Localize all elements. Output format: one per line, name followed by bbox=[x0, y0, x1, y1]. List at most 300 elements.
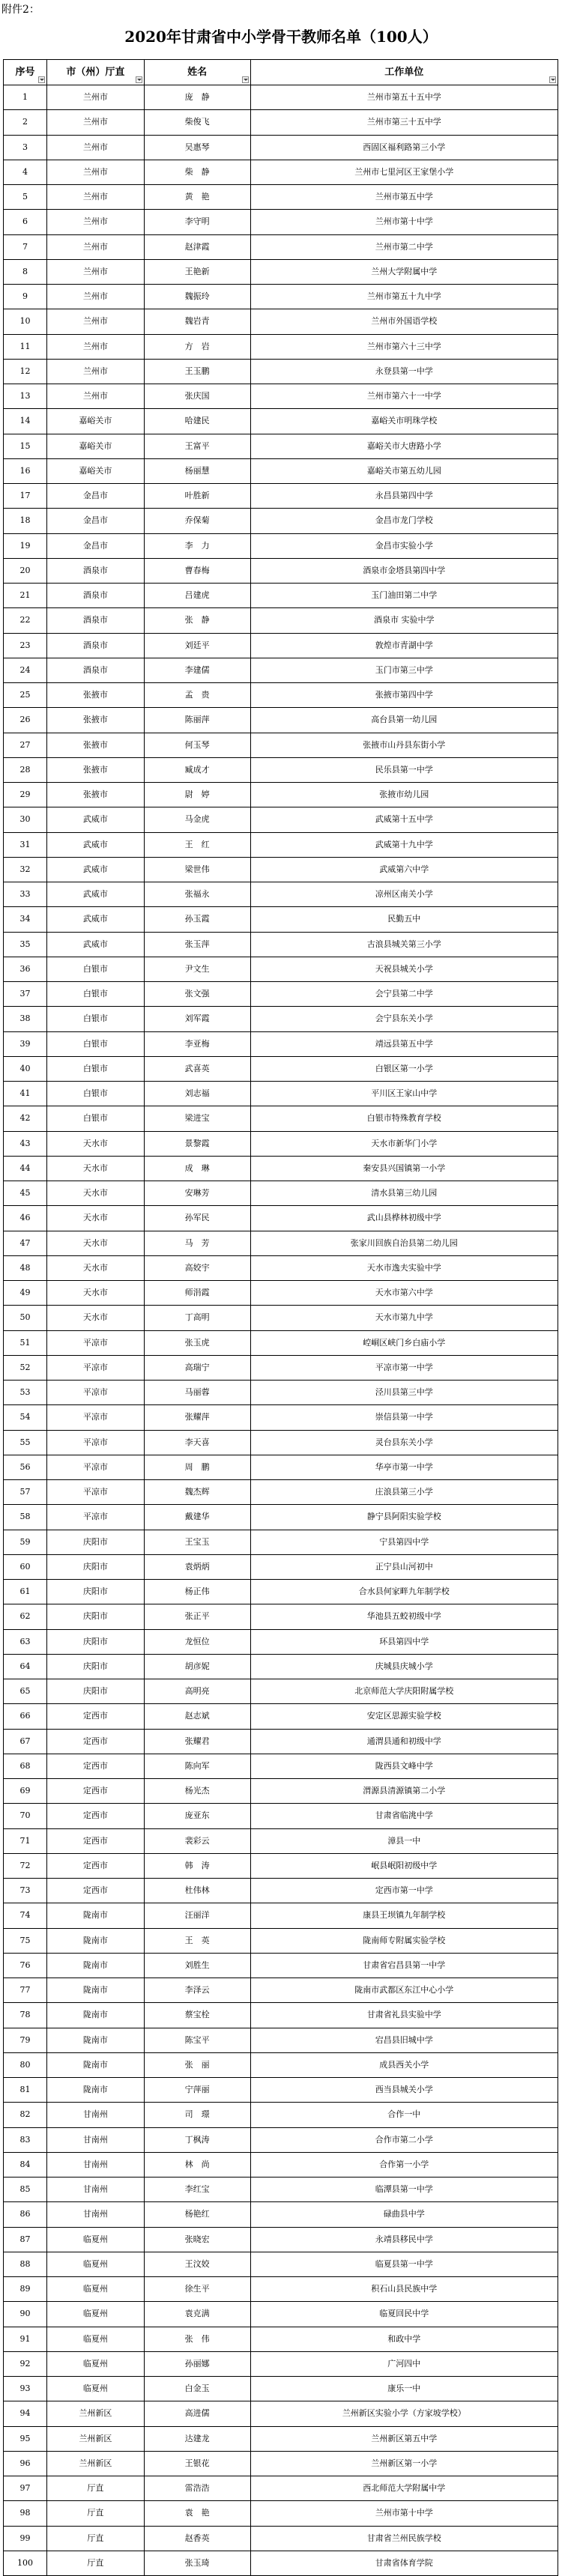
cell-index: 67 bbox=[4, 1730, 47, 1754]
cell-workplace: 华亭市第一中学 bbox=[251, 1455, 558, 1480]
cell-index: 90 bbox=[4, 2302, 47, 2327]
cell-city: 兰州市 bbox=[47, 235, 145, 260]
header-name-label: 姓名 bbox=[187, 66, 208, 78]
cell-index: 28 bbox=[4, 758, 47, 783]
table-row bbox=[4, 1206, 558, 1231]
cell-index: 86 bbox=[4, 2202, 47, 2227]
cell-workplace: 武威第十五中学 bbox=[251, 807, 558, 832]
cell-workplace: 渭源县清源镇第二小学 bbox=[251, 1779, 558, 1804]
table-row bbox=[4, 136, 558, 160]
cell-city: 武威市 bbox=[47, 858, 145, 882]
cell-city: 定西市 bbox=[47, 1754, 145, 1779]
table-row bbox=[4, 1007, 558, 1031]
cell-name: 哈建民 bbox=[145, 409, 251, 434]
header-city-label: 市（州）厅直 bbox=[66, 66, 125, 78]
cell-name: 杨艳红 bbox=[145, 2202, 251, 2227]
cell-city: 嘉峪关市 bbox=[47, 409, 145, 434]
cell-city: 武威市 bbox=[47, 933, 145, 957]
cell-name: 张玉萍 bbox=[145, 933, 251, 957]
cell-city: 陇南市 bbox=[47, 1929, 145, 1954]
cell-name: 叶胜新 bbox=[145, 484, 251, 509]
cell-city: 定西市 bbox=[47, 1704, 145, 1729]
cell-workplace: 北京师范大学庆阳附属学校 bbox=[251, 1679, 558, 1704]
cell-name: 张文强 bbox=[145, 982, 251, 1007]
cell-workplace: 临夏县第一中学 bbox=[251, 2252, 558, 2277]
cell-index: 99 bbox=[4, 2527, 47, 2551]
table-row bbox=[4, 1331, 558, 1356]
cell-city: 甘南州 bbox=[47, 2153, 145, 2178]
cell-index: 9 bbox=[4, 285, 47, 309]
cell-name: 黄 艳 bbox=[145, 185, 251, 210]
cell-city: 白银市 bbox=[47, 1082, 145, 1106]
cell-city: 陇南市 bbox=[47, 1978, 145, 2003]
cell-name: 成 琳 bbox=[145, 1157, 251, 1181]
cell-workplace: 西当县城关小学 bbox=[251, 2078, 558, 2103]
cell-workplace: 灵台县东关小学 bbox=[251, 1431, 558, 1455]
cell-workplace: 正宁县山河初中 bbox=[251, 1555, 558, 1580]
cell-index: 13 bbox=[4, 384, 47, 409]
cell-index: 84 bbox=[4, 2153, 47, 2178]
cell-city: 甘南州 bbox=[47, 2103, 145, 2127]
cell-city: 庆阳市 bbox=[47, 1679, 145, 1704]
cell-city: 定西市 bbox=[47, 1854, 145, 1879]
cell-city: 厅直 bbox=[47, 2527, 145, 2551]
cell-index: 97 bbox=[4, 2476, 47, 2501]
cell-name: 高进儒 bbox=[145, 2401, 251, 2426]
cell-workplace: 华池县五蛟初级中学 bbox=[251, 1604, 558, 1629]
table-row bbox=[4, 1231, 558, 1256]
cell-index: 17 bbox=[4, 484, 47, 509]
filter-dropdown-icon[interactable] bbox=[242, 76, 249, 83]
cell-city: 天水市 bbox=[47, 1157, 145, 1181]
cell-city: 张掖市 bbox=[47, 783, 145, 807]
cell-name: 刘志福 bbox=[145, 1082, 251, 1106]
table-row bbox=[4, 360, 558, 384]
filter-dropdown-icon[interactable] bbox=[136, 76, 142, 83]
cell-city: 平凉市 bbox=[47, 1505, 145, 1530]
cell-name: 尉 婷 bbox=[145, 783, 251, 807]
table-row bbox=[4, 2551, 558, 2576]
cell-workplace: 兰州新区第五中学 bbox=[251, 2427, 558, 2452]
cell-name: 魏振玲 bbox=[145, 285, 251, 309]
cell-city: 武威市 bbox=[47, 907, 145, 932]
cell-name: 徐生平 bbox=[145, 2277, 251, 2302]
cell-city: 临夏州 bbox=[47, 2377, 145, 2401]
cell-workplace: 宕昌县旧城中学 bbox=[251, 2028, 558, 2053]
cell-name: 韩 涛 bbox=[145, 1854, 251, 1879]
cell-index: 36 bbox=[4, 957, 47, 982]
table-row bbox=[4, 1505, 558, 1530]
cell-index: 49 bbox=[4, 1281, 47, 1306]
cell-workplace: 兰州市第五十九中学 bbox=[251, 285, 558, 309]
cell-name: 刘胜生 bbox=[145, 1954, 251, 1978]
cell-city: 兰州市 bbox=[47, 136, 145, 160]
cell-index: 98 bbox=[4, 2501, 47, 2526]
cell-city: 平凉市 bbox=[47, 1381, 145, 1405]
cell-city: 兰州新区 bbox=[47, 2427, 145, 2452]
header-workplace[interactable] bbox=[251, 60, 558, 85]
table-row bbox=[4, 1929, 558, 1954]
cell-name: 张 丽 bbox=[145, 2053, 251, 2078]
cell-city: 庆阳市 bbox=[47, 1580, 145, 1604]
header-index[interactable] bbox=[4, 60, 47, 85]
cell-index: 8 bbox=[4, 260, 47, 285]
cell-city: 白银市 bbox=[47, 1106, 145, 1131]
cell-index: 6 bbox=[4, 210, 47, 234]
cell-name: 方 岩 bbox=[145, 335, 251, 360]
cell-city: 兰州市 bbox=[47, 185, 145, 210]
cell-city: 金昌市 bbox=[47, 484, 145, 509]
table-row bbox=[4, 2028, 558, 2053]
cell-name: 庞亚东 bbox=[145, 1804, 251, 1828]
table-row bbox=[4, 2202, 558, 2227]
table-row bbox=[4, 1754, 558, 1779]
table-row bbox=[4, 2128, 558, 2153]
cell-city: 兰州新区 bbox=[47, 2401, 145, 2426]
cell-index: 66 bbox=[4, 1704, 47, 1729]
table-row bbox=[4, 1256, 558, 1281]
cell-index: 42 bbox=[4, 1106, 47, 1131]
cell-name: 魏杰辉 bbox=[145, 1480, 251, 1505]
cell-workplace: 兰州市第三十五中学 bbox=[251, 110, 558, 135]
cell-name: 马丽蓉 bbox=[145, 1381, 251, 1405]
cell-index: 56 bbox=[4, 1455, 47, 1480]
cell-name: 王汶姣 bbox=[145, 2252, 251, 2277]
cell-workplace: 张掖市第四中学 bbox=[251, 683, 558, 708]
table-row bbox=[4, 2527, 558, 2551]
table-row bbox=[4, 210, 558, 234]
cell-city: 平凉市 bbox=[47, 1356, 145, 1381]
cell-name: 丁枫涛 bbox=[145, 2128, 251, 2153]
cell-name: 袁 艳 bbox=[145, 2501, 251, 2526]
cell-name: 尹文生 bbox=[145, 957, 251, 982]
cell-index: 60 bbox=[4, 1555, 47, 1580]
cell-city: 兰州市 bbox=[47, 110, 145, 135]
cell-city: 兰州市 bbox=[47, 360, 145, 384]
table-row bbox=[4, 634, 558, 658]
cell-workplace: 永靖县移民中学 bbox=[251, 2228, 558, 2252]
cell-city: 兰州市 bbox=[47, 210, 145, 234]
cell-workplace: 张家川回族自治县第二幼儿园 bbox=[251, 1231, 558, 1256]
cell-name: 李红宝 bbox=[145, 2178, 251, 2202]
cell-index: 70 bbox=[4, 1804, 47, 1828]
cell-name: 何玉琴 bbox=[145, 733, 251, 758]
table-row bbox=[4, 1032, 558, 1057]
cell-city: 兰州市 bbox=[47, 384, 145, 409]
cell-name: 高瑞宁 bbox=[145, 1356, 251, 1381]
cell-city: 陇南市 bbox=[47, 1903, 145, 1928]
cell-city: 厅直 bbox=[47, 2501, 145, 2526]
cell-workplace: 平川区王家山中学 bbox=[251, 1082, 558, 1106]
cell-index: 95 bbox=[4, 2427, 47, 2452]
document-title: 2020年甘肃省中小学骨干教师名单（100人） bbox=[124, 28, 438, 46]
table-row bbox=[4, 459, 558, 484]
header-index-label: 序号 bbox=[15, 66, 35, 78]
cell-index: 3 bbox=[4, 136, 47, 160]
cell-workplace: 甘肃省兰州民族学校 bbox=[251, 2527, 558, 2551]
cell-index: 87 bbox=[4, 2228, 47, 2252]
table-row bbox=[4, 2153, 558, 2178]
cell-index: 74 bbox=[4, 1903, 47, 1928]
cell-workplace: 古浪县城关第三小学 bbox=[251, 933, 558, 957]
cell-city: 临夏州 bbox=[47, 2327, 145, 2352]
cell-workplace: 白银市特殊教育学校 bbox=[251, 1106, 558, 1131]
cell-name: 李建儒 bbox=[145, 658, 251, 683]
cell-name: 柴俊飞 bbox=[145, 110, 251, 135]
cell-city: 厅直 bbox=[47, 2476, 145, 2501]
table-row bbox=[4, 683, 558, 708]
cell-name: 孙丽娜 bbox=[145, 2352, 251, 2377]
cell-name: 武喜英 bbox=[145, 1057, 251, 1082]
cell-workplace: 康县王坝镇九年制学校 bbox=[251, 1903, 558, 1928]
cell-name: 司 璟 bbox=[145, 2103, 251, 2127]
cell-workplace: 高台县第一幼儿园 bbox=[251, 708, 558, 733]
cell-index: 88 bbox=[4, 2252, 47, 2277]
cell-workplace: 兰州大学附属中学 bbox=[251, 260, 558, 285]
cell-index: 33 bbox=[4, 882, 47, 907]
cell-index: 93 bbox=[4, 2377, 47, 2401]
filter-dropdown-icon[interactable] bbox=[549, 76, 556, 83]
cell-name: 景黎霞 bbox=[145, 1132, 251, 1157]
cell-city: 白银市 bbox=[47, 1057, 145, 1082]
cell-city: 张掖市 bbox=[47, 708, 145, 733]
cell-workplace: 合水县何家畔九年制学校 bbox=[251, 1580, 558, 1604]
table-row bbox=[4, 335, 558, 360]
cell-name: 臧成才 bbox=[145, 758, 251, 783]
cell-workplace: 凉州区南关小学 bbox=[251, 882, 558, 907]
table-row bbox=[4, 1779, 558, 1804]
cell-city: 酒泉市 bbox=[47, 658, 145, 683]
cell-name: 孟 贵 bbox=[145, 683, 251, 708]
cell-city: 定西市 bbox=[47, 1804, 145, 1828]
cell-workplace: 合作市第二小学 bbox=[251, 2128, 558, 2153]
header-name[interactable] bbox=[145, 60, 251, 85]
cell-city: 天水市 bbox=[47, 1206, 145, 1231]
cell-city: 武威市 bbox=[47, 882, 145, 907]
table-row bbox=[4, 260, 558, 285]
cell-index: 43 bbox=[4, 1132, 47, 1157]
cell-index: 71 bbox=[4, 1829, 47, 1854]
table-row bbox=[4, 584, 558, 608]
cell-city: 兰州市 bbox=[47, 335, 145, 360]
cell-name: 赵志斌 bbox=[145, 1704, 251, 1729]
cell-name: 师涓霞 bbox=[145, 1281, 251, 1306]
cell-name: 张玉虎 bbox=[145, 1331, 251, 1356]
cell-name: 周 鹏 bbox=[145, 1455, 251, 1480]
table-row bbox=[4, 1082, 558, 1106]
cell-name: 李天喜 bbox=[145, 1431, 251, 1455]
table-row bbox=[4, 608, 558, 633]
cell-city: 天水市 bbox=[47, 1132, 145, 1157]
cell-workplace: 玉门油田第二中学 bbox=[251, 584, 558, 608]
cell-city: 陇南市 bbox=[47, 2028, 145, 2053]
cell-workplace: 积石山县民族中学 bbox=[251, 2277, 558, 2302]
table-row bbox=[4, 1455, 558, 1480]
cell-workplace: 崇信县第一中学 bbox=[251, 1405, 558, 1430]
cell-name: 张晓宏 bbox=[145, 2228, 251, 2252]
cell-name: 陈丽萍 bbox=[145, 708, 251, 733]
cell-workplace: 酒泉市 实验中学 bbox=[251, 608, 558, 633]
cell-workplace: 庄浪县第三小学 bbox=[251, 1480, 558, 1505]
cell-name: 龙恒位 bbox=[145, 1630, 251, 1655]
table-row bbox=[4, 658, 558, 683]
table-row bbox=[4, 434, 558, 459]
filter-dropdown-icon[interactable] bbox=[38, 76, 45, 83]
cell-index: 89 bbox=[4, 2277, 47, 2302]
cell-workplace: 静宁县阿阳实验学校 bbox=[251, 1505, 558, 1530]
cell-index: 85 bbox=[4, 2178, 47, 2202]
table-row bbox=[4, 1480, 558, 1505]
cell-index: 7 bbox=[4, 235, 47, 260]
cell-workplace: 碌曲县中学 bbox=[251, 2202, 558, 2227]
cell-city: 甘南州 bbox=[47, 2128, 145, 2153]
cell-workplace: 天水市第六中学 bbox=[251, 1281, 558, 1306]
header-city[interactable] bbox=[47, 60, 145, 85]
cell-name: 李守明 bbox=[145, 210, 251, 234]
cell-city: 厅直 bbox=[47, 2551, 145, 2576]
cell-name: 王富平 bbox=[145, 434, 251, 459]
table-row bbox=[4, 783, 558, 807]
cell-name: 张庆国 bbox=[145, 384, 251, 409]
cell-index: 78 bbox=[4, 2003, 47, 2028]
cell-name: 王 英 bbox=[145, 1929, 251, 1954]
cell-workplace: 兰州市第六十一中学 bbox=[251, 384, 558, 409]
cell-workplace: 武威第六中学 bbox=[251, 858, 558, 882]
table-row bbox=[4, 807, 558, 832]
cell-index: 52 bbox=[4, 1356, 47, 1381]
cell-workplace: 清水县第三幼儿园 bbox=[251, 1181, 558, 1206]
table-row bbox=[4, 882, 558, 907]
cell-name: 王 红 bbox=[145, 833, 251, 858]
cell-workplace: 嘉峪关市明珠学校 bbox=[251, 409, 558, 434]
cell-city: 兰州市 bbox=[47, 285, 145, 309]
cell-name: 王宝玉 bbox=[145, 1530, 251, 1555]
table-row bbox=[4, 185, 558, 210]
cell-city: 平凉市 bbox=[47, 1480, 145, 1505]
cell-workplace: 广河四中 bbox=[251, 2352, 558, 2377]
cell-index: 38 bbox=[4, 1007, 47, 1031]
table-row bbox=[4, 2501, 558, 2526]
cell-workplace: 合作第一小学 bbox=[251, 2153, 558, 2178]
cell-workplace: 敦煌市青湖中学 bbox=[251, 634, 558, 658]
cell-city: 张掖市 bbox=[47, 733, 145, 758]
cell-index: 61 bbox=[4, 1580, 47, 1604]
cell-index: 15 bbox=[4, 434, 47, 459]
table-row bbox=[4, 1903, 558, 1928]
table-row bbox=[4, 858, 558, 882]
table-row bbox=[4, 1630, 558, 1655]
cell-workplace: 白银区第一小学 bbox=[251, 1057, 558, 1082]
cell-city: 白银市 bbox=[47, 982, 145, 1007]
cell-workplace: 张掖市幼儿园 bbox=[251, 783, 558, 807]
table-row bbox=[4, 2302, 558, 2327]
cell-name: 雷浩浩 bbox=[145, 2476, 251, 2501]
cell-workplace: 环县第四中学 bbox=[251, 1630, 558, 1655]
cell-name: 丁高明 bbox=[145, 1306, 251, 1330]
table-row bbox=[4, 1181, 558, 1206]
cell-workplace: 永登县第一中学 bbox=[251, 360, 558, 384]
cell-index: 100 bbox=[4, 2551, 47, 2576]
cell-index: 26 bbox=[4, 708, 47, 733]
table-row bbox=[4, 758, 558, 783]
cell-index: 44 bbox=[4, 1157, 47, 1181]
cell-name: 汪丽洋 bbox=[145, 1903, 251, 1928]
cell-city: 定西市 bbox=[47, 1879, 145, 1903]
cell-city: 酒泉市 bbox=[47, 608, 145, 633]
cell-index: 68 bbox=[4, 1754, 47, 1779]
cell-name: 胡彦妮 bbox=[145, 1655, 251, 1679]
cell-workplace: 天水市第九中学 bbox=[251, 1306, 558, 1330]
cell-city: 庆阳市 bbox=[47, 1604, 145, 1629]
cell-name: 达建龙 bbox=[145, 2427, 251, 2452]
cell-workplace: 合作一中 bbox=[251, 2103, 558, 2127]
cell-city: 武威市 bbox=[47, 833, 145, 858]
table-row bbox=[4, 1978, 558, 2003]
cell-workplace: 兰州市第五十五中学 bbox=[251, 85, 558, 110]
cell-workplace: 兰州市第十中学 bbox=[251, 210, 558, 234]
teacher-table bbox=[3, 59, 558, 2576]
cell-name: 刘廷平 bbox=[145, 634, 251, 658]
table-row bbox=[4, 982, 558, 1007]
cell-index: 14 bbox=[4, 409, 47, 434]
cell-city: 白银市 bbox=[47, 1032, 145, 1057]
cell-city: 嘉峪关市 bbox=[47, 434, 145, 459]
cell-city: 庆阳市 bbox=[47, 1655, 145, 1679]
cell-city: 天水市 bbox=[47, 1281, 145, 1306]
cell-index: 83 bbox=[4, 2128, 47, 2153]
cell-city: 天水市 bbox=[47, 1256, 145, 1281]
cell-name: 庞 静 bbox=[145, 85, 251, 110]
cell-name: 裴彩云 bbox=[145, 1829, 251, 1854]
cell-workplace: 临夏回民中学 bbox=[251, 2302, 558, 2327]
cell-index: 1 bbox=[4, 85, 47, 110]
table-row bbox=[4, 2476, 558, 2501]
cell-city: 临夏州 bbox=[47, 2352, 145, 2377]
cell-index: 76 bbox=[4, 1954, 47, 1978]
table-row bbox=[4, 1157, 558, 1181]
cell-city: 陇南市 bbox=[47, 2078, 145, 2103]
cell-workplace: 酒泉市金塔县第四中学 bbox=[251, 559, 558, 584]
cell-name: 陈宝平 bbox=[145, 2028, 251, 2053]
cell-city: 酒泉市 bbox=[47, 559, 145, 584]
cell-name: 马金虎 bbox=[145, 807, 251, 832]
cell-index: 4 bbox=[4, 160, 47, 185]
cell-city: 平凉市 bbox=[47, 1405, 145, 1430]
cell-name: 乔保菊 bbox=[145, 509, 251, 533]
table-row bbox=[4, 1704, 558, 1729]
cell-index: 37 bbox=[4, 982, 47, 1007]
table-row bbox=[4, 1555, 558, 1580]
cell-workplace: 兰州新区第一小学 bbox=[251, 2452, 558, 2476]
table-row bbox=[4, 1356, 558, 1381]
cell-workplace: 天水市新华门小学 bbox=[251, 1132, 558, 1157]
cell-city: 平凉市 bbox=[47, 1455, 145, 1480]
table-row bbox=[4, 235, 558, 260]
cell-city: 张掖市 bbox=[47, 683, 145, 708]
cell-name: 孙军民 bbox=[145, 1206, 251, 1231]
table-body bbox=[4, 85, 558, 2576]
table-row bbox=[4, 2078, 558, 2103]
cell-workplace: 金昌市龙门学校 bbox=[251, 509, 558, 533]
cell-workplace: 嘉峪关市第五幼儿园 bbox=[251, 459, 558, 484]
cell-index: 81 bbox=[4, 2078, 47, 2103]
cell-name: 张正平 bbox=[145, 1604, 251, 1629]
cell-index: 47 bbox=[4, 1231, 47, 1256]
table-row bbox=[4, 534, 558, 559]
cell-city: 陇南市 bbox=[47, 1954, 145, 1978]
cell-index: 50 bbox=[4, 1306, 47, 1330]
cell-name: 梁世伟 bbox=[145, 858, 251, 882]
